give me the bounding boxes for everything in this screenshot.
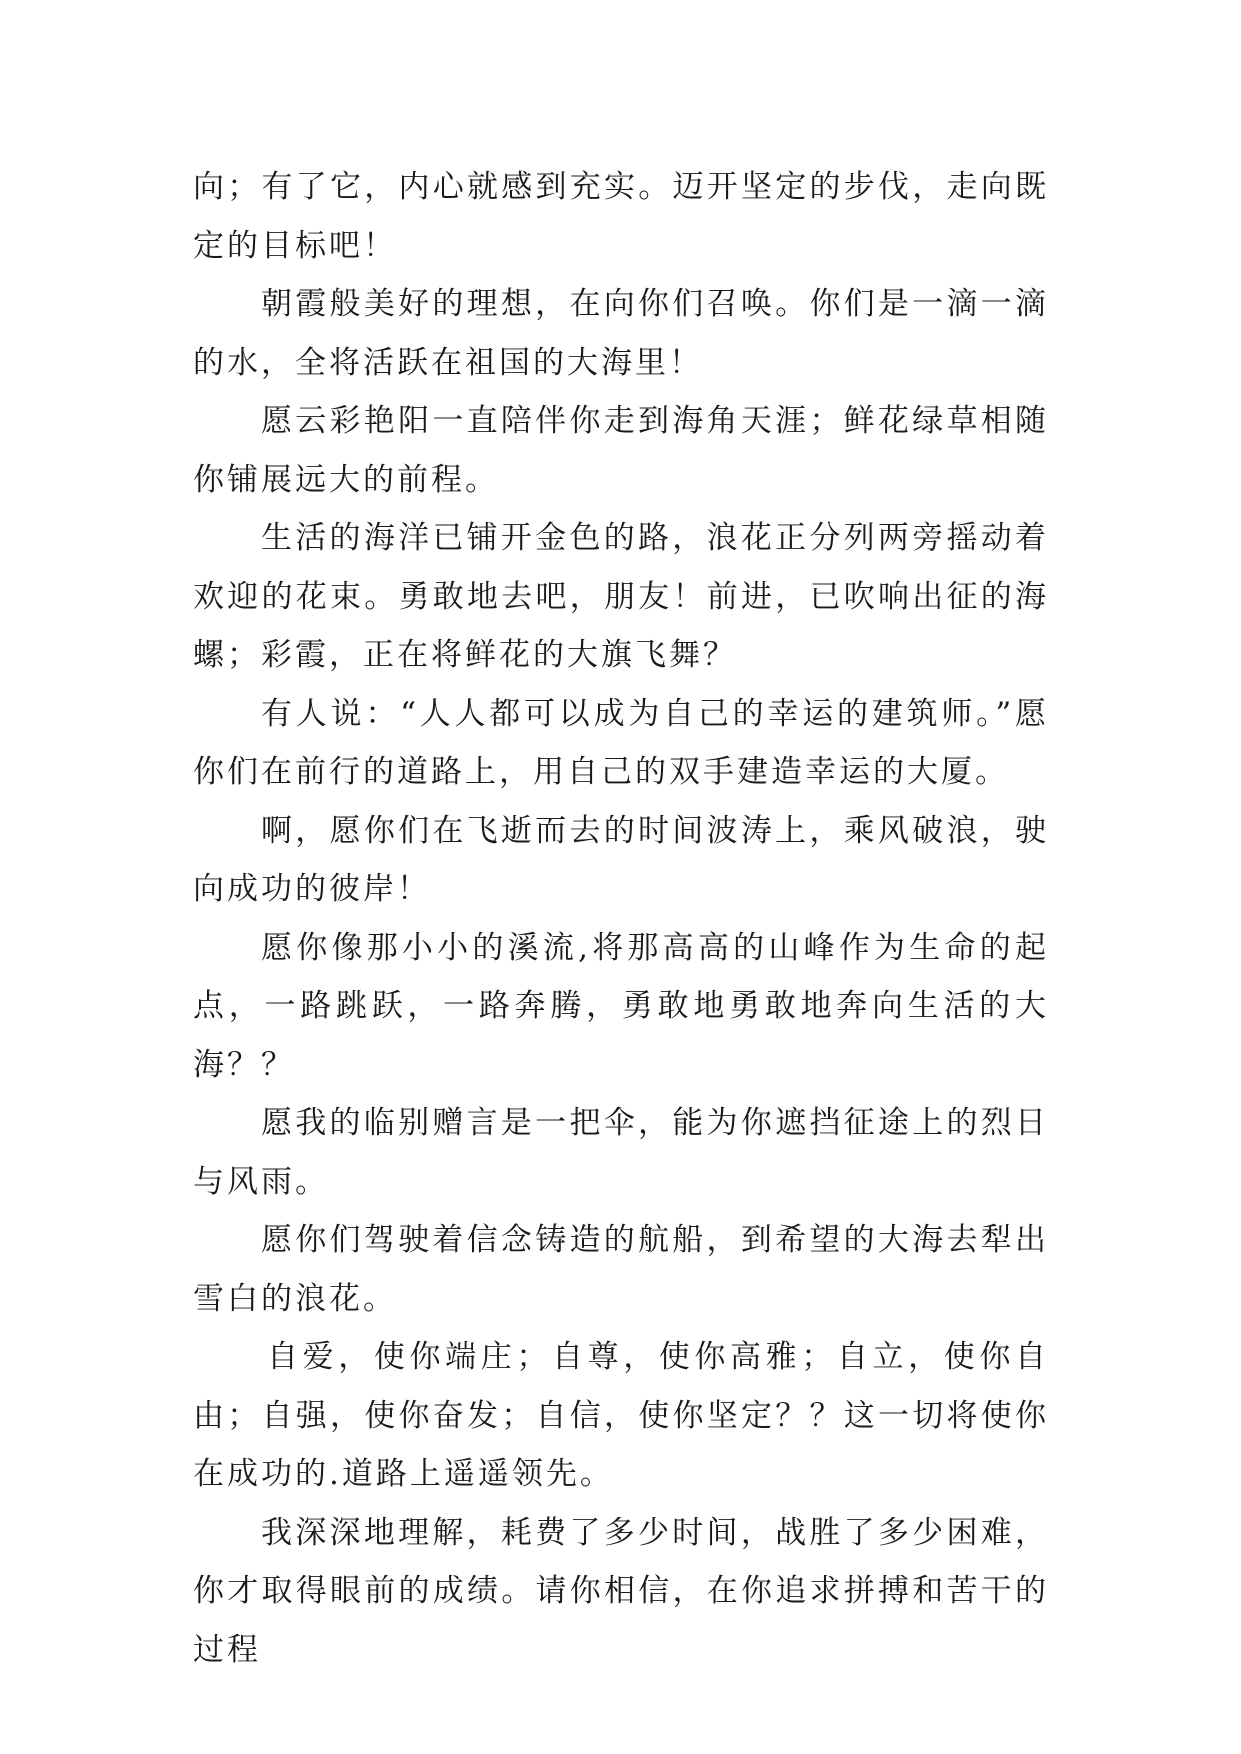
document-body [193,158,1049,1679]
paragraph: 愿我的临别赠言是一把伞，能为你遮挡征途上的烈日与风雨。 [193,1105,1049,1200]
paragraph: 向；有了它，内心就感到充实。迈开坚定的步伐，走向既定的目标吧！ [193,169,1049,264]
paragraph: 生活的海洋已铺开金色的路，浪花正分列两旁摇动着欢迎的花束。勇敢地去吧，朋友！前进，已吹响出征的海螺；彩霞，正在将鲜花的大旗飞舞？ [193,520,1049,673]
paragraph: 自爱，使你端庄；自尊，使你高雅；自立，使你自由；自强，使你奋发；自信，使你坚定？？这一切将使你在成功的.道路上遥遥领先。 [193,1339,1049,1492]
paragraph: 愿你们驾驶着信念铸造的航船，到希望的大海去犁出雪白的浪花。 [193,1222,1049,1317]
paragraph: 我深深地理解，耗费了多少时间，战胜了多少困难，你才取得眼前的成绩。请你相信，在你追求拼搏和苦干的过程 [193,1514,1049,1668]
paragraph: 愿云彩艳阳一直陪伴你走到海角天涯；鲜花绿草相随你铺展远大的前程。 [193,403,1049,498]
paragraph: 啊，愿你们在飞逝而去的时间波涛上，乘风破浪，驶向成功的彼岸！ [193,812,1049,907]
paragraph: 朝霞般美好的理想，在向你们召唤。你们是一滴一滴的水，全将活跃在祖国的大海里！ [193,286,1049,381]
paragraph: 愿你像那小小的溪流,将那高高的山峰作为生命的起点，一路跳跃，一路奔腾，勇敢地勇敢地奔向生活的大海？？ [193,929,1049,1083]
paragraph: 有人说：“人人都可以成为自己的幸运的建筑师。”愿你们在前行的道路上，用自己的双手建造幸运的大厦。 [193,695,1049,790]
